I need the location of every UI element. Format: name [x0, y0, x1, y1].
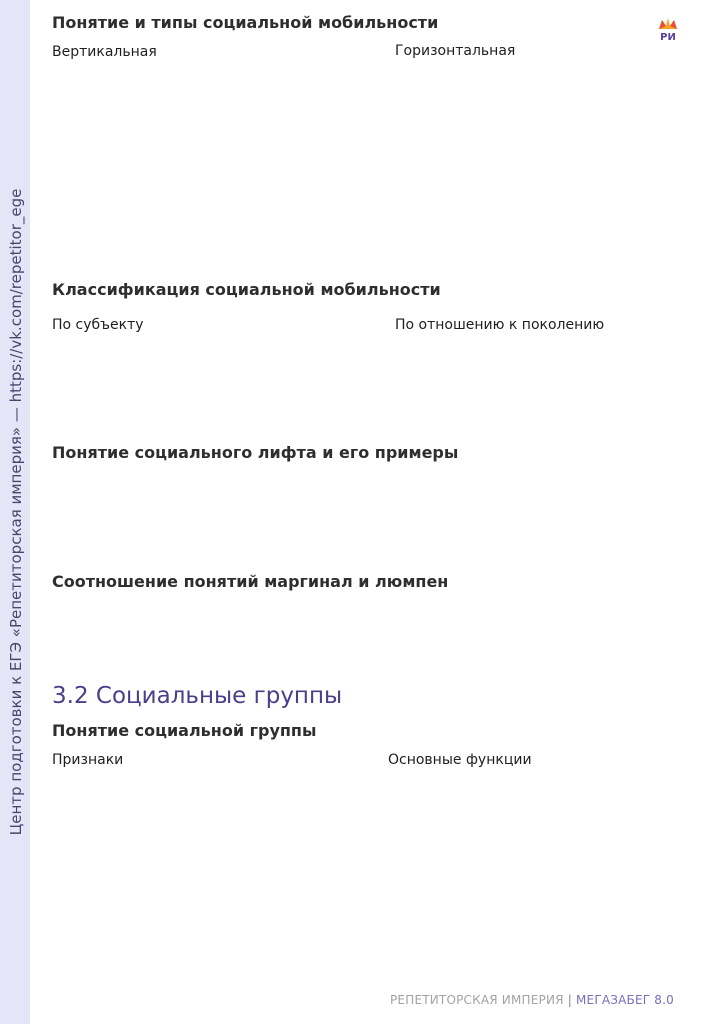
label-by-subject: По субъекту: [52, 317, 144, 333]
label-horizontal: Горизонтальная: [395, 43, 516, 59]
heading-social-group: Понятие социальной группы: [52, 721, 317, 740]
logo-text: РИ: [660, 32, 676, 43]
heading-mobility-types: Понятие и типы социальной мобильности: [52, 13, 439, 32]
crown-logo-icon: [656, 16, 680, 44]
label-features: Признаки: [52, 752, 124, 768]
section-title: 3.2 Социальные группы: [52, 683, 343, 709]
sidebar: [0, 0, 30, 1024]
footer-event: МЕГАЗАБЕГ 8.0: [575, 993, 674, 1007]
footer: [390, 993, 674, 1007]
heading-mobility-classification: Классификация социальной мобильности: [52, 280, 441, 299]
heading-social-lift: Понятие социального лифта и его примеры: [52, 443, 459, 462]
heading-marginal-lumpen: Соотношение понятий маргинал и люмпен: [52, 572, 449, 591]
footer-separator: |: [567, 993, 572, 1007]
label-vertical: Вертикальная: [52, 44, 157, 60]
footer-brand: РЕПЕТИТОРСКАЯ ИМПЕРИЯ: [390, 993, 564, 1007]
sidebar-caption: Центр подготовки к ЕГЭ «Репетиторская империя» — https://vk.com/repetitor_ege: [7, 188, 25, 836]
label-by-generation: По отношению к поколению: [395, 317, 605, 333]
label-main-functions: Основные функции: [388, 752, 532, 768]
